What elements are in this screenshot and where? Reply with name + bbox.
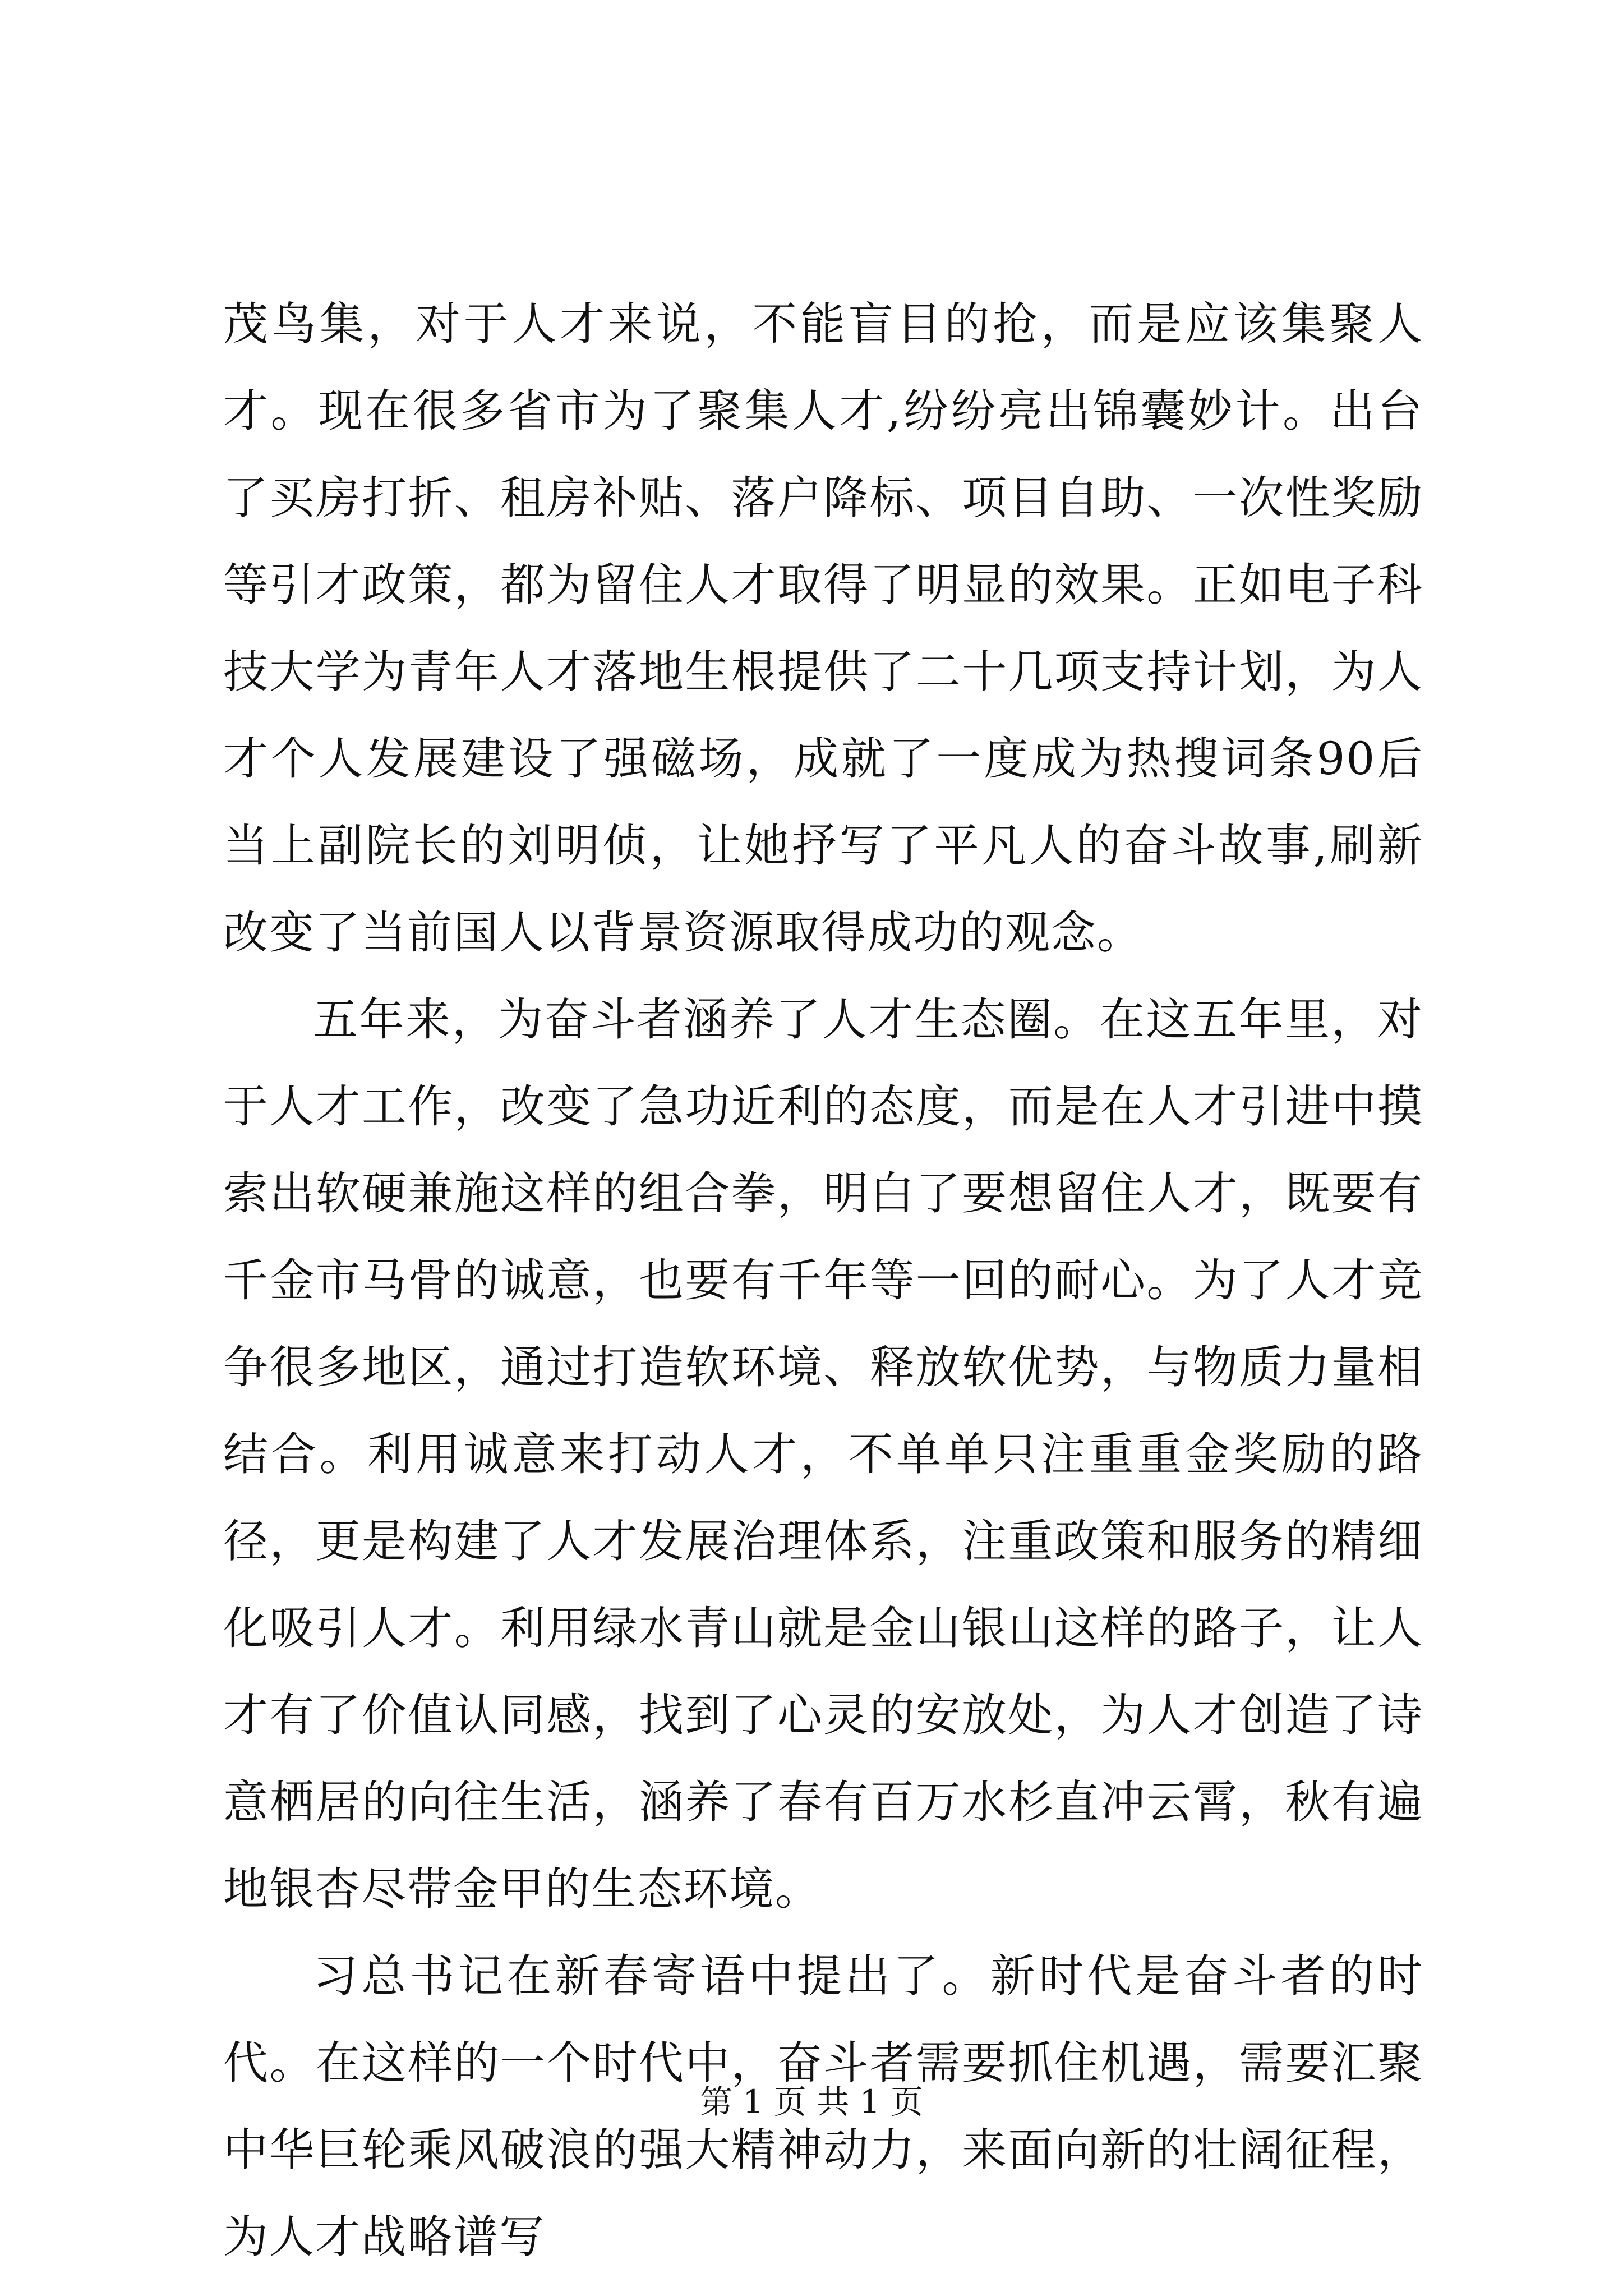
paragraph-2: 五年来，为奋斗者涵养了人才生态圈。在这五年里，对于人才工作，改变了急功近利的态度，而是在人才引进中摸索出软硬兼施这样的组合拳，明白了要想留住人才，既要有千金市马骨的诚意，也要有千年等一回的耐心。为了人才竞争很多地区，通过打造软环境、释放软优势，与物质力量相结合。利用诚意来打动人才，不单单只注重重金奖励的路径，更是构建了人才发展治理体系，注重政策和服务的精细化吸引人才。利用绿水青山就是金山银山这样的路子，让人才有了价值认同感，找到了心灵的安放处，为人才创造了诗意栖居的向往生活，涵养了春有百万水杉直冲云霄，秋有遍地银杏尽带金甲的生态环境。 [223,993,1423,1915]
page-footer: 第 1 页 共 1 页 [700,2083,923,2121]
paragraph-3: 习总书记在新春寄语中提出了。新时代是奋斗者的时代。在这样的一个时代中，奋斗者需要抓住机遇，需要汇聚中华巨轮乘风破浪的强大精神动力，来面向新的壮阔征程，为人才战略谱写 [223,1950,1423,2263]
document-body [223,280,1423,2280]
paragraph-1: 茂鸟集，对于人才来说，不能盲目的抢，而是应该集聚人才。现在很多省市为了聚集人才,纷纷亮出锦囊妙计。出台了买房打折、租房补贴、落户降标、项目自助、一次性奖励等引才政策，都为留住人才取得了明显的效果。正如电子科技大学为青年人才落地生根提供了二十几项支持计划，为人才个人发展建设了强磁场，成就了一度成为热搜词条90后当上副院长的刘明侦，让她抒写了平凡人的奋斗故事,刷新改变了当前国人以背景资源取得成功的观念。 [223,298,1423,959]
